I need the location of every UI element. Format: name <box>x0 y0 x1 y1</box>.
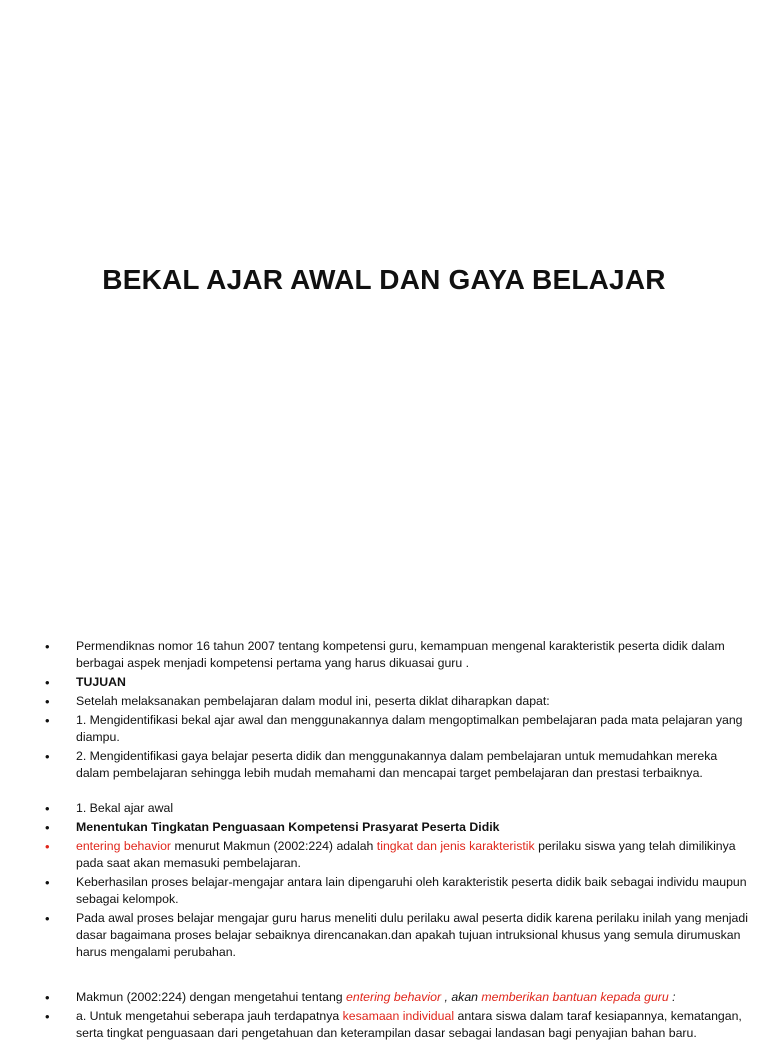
bullet-icon: • <box>45 801 50 816</box>
bullet-icon: • <box>45 749 50 764</box>
bullet-icon: • <box>45 911 50 926</box>
bullet-icon: • <box>45 820 50 835</box>
slide-title: BEKAL AJAR AWAL DAN GAYA BELAJAR <box>102 264 666 295</box>
bullet-list-bekal-ajar <box>0 800 768 1044</box>
content-slide <box>0 576 768 1040</box>
list-item: • Makmun (2002:224) dengan mengetahui tentang entering behavior , akan memberikan bantuan kepada guru : <box>45 990 676 1005</box>
bullet-icon: • <box>45 1009 50 1024</box>
bullet-icon: • <box>45 839 50 854</box>
bullet-icon: • <box>45 990 50 1005</box>
list-item: • 1. Mengidentifikasi bekal ajar awal dan menggunakannya dalam mengoptimalkan pembelajaran pada mata pelajaran yang diampu. <box>45 713 743 744</box>
list-item: • Pada awal proses belajar mengajar guru harus meneliti dulu perilaku awal peserta didik karena perilaku inilah yang menjadi dasar bagaimana proses belajar sebaiknya direncanakan.dan apakah tujuan intruksional khusus yang semula dirumuskan harus mengalami perubahan. <box>45 911 748 959</box>
bullet-icon: • <box>45 694 50 709</box>
list-item: • Setelah melaksanakan pembelajaran dalam modul ini, peserta diklat diharapkan dapat: <box>45 694 550 709</box>
list-item: • 2. Mengidentifikasi gaya belajar peserta didik dan menggunakannya dalam pembelajaran untuk memudahkan mereka dalam pembelajaran sehingga lebih mudah memahami dan mencapai target pembelajaran dan prestasi terbaiknya. <box>45 749 718 780</box>
list-item: • a. Untuk mengetahui seberapa jauh terdapatnya kesamaan individual antara siswa dalam taraf kesiapannya, kematangan, serta tingkat penguasaan dari pengetahuan dan keterampilan dasar sebagai landasan bagi penyajian bahan baru. <box>45 1009 742 1040</box>
bullet-icon: • <box>45 675 50 690</box>
list-item: • 1. Bekal ajar awal <box>45 801 174 816</box>
highlight-term: tingkat dan jenis karakteristik <box>376 839 535 853</box>
list-item: • Keberhasilan proses belajar-mengajar antara lain dipengaruhi oleh karakteristik peserta didik baik sebagai individu maupun sebagai kelompok. <box>45 875 747 906</box>
highlight-term: memberikan bantuan kepada guru <box>481 990 669 1004</box>
highlight-term: entering behavior <box>346 990 442 1004</box>
list-item: • entering behavior menurut Makmun (2002:224) adalah tingkat dan jenis karakteristik perilaku siswa yang telah dimilikinya pada saat akan memasuki pembelajaran. <box>45 839 736 870</box>
bullet-list-intro <box>0 638 768 784</box>
list-item <box>0 819 768 836</box>
section-heading: Menentukan Tingkatan Penguasaan Kompetensi Prasyarat Peserta Didik <box>76 820 500 834</box>
highlight-term: entering behavior <box>76 839 172 853</box>
bullet-icon: • <box>45 639 50 654</box>
bullet-icon: • <box>45 875 50 890</box>
list-item <box>0 674 768 691</box>
bullet-icon: • <box>45 713 50 728</box>
highlight-term: kesamaan individual <box>342 1009 455 1023</box>
section-heading-tujuan: TUJUAN <box>76 675 126 689</box>
list-item: • Permendiknas nomor 16 tahun 2007 tentang kompetensi guru, kemampuan mengenal karakteristik peserta didik dalam berbagai aspek menjadi kompetensi pertama yang harus dikuasai guru . <box>45 639 725 670</box>
